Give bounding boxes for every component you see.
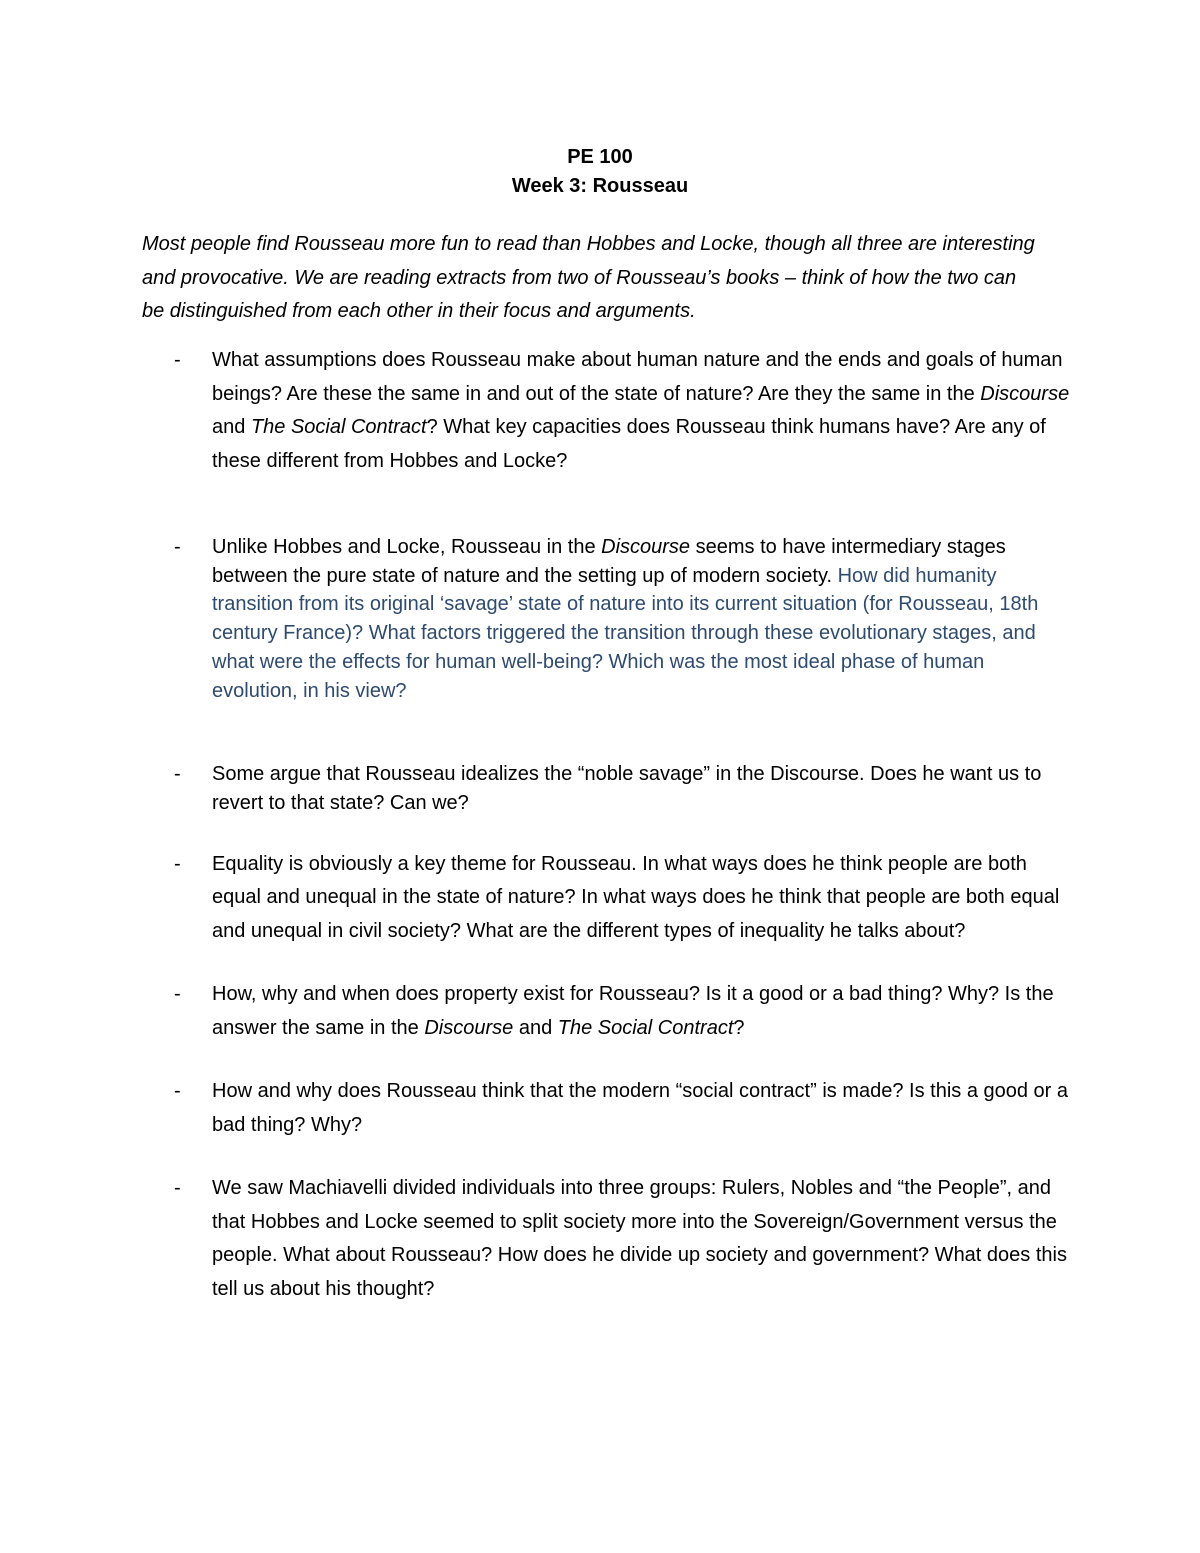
highlighted-question-text: How did humanity transition from its original ‘savage’ state of nature into its current situation (for Rousseau, 18th century France)? What factors triggered the transition through these evolutionary stages, and what were the effects for human well-being? Which was the most ideal phase of human evolution, in his view? bbox=[212, 564, 1039, 702]
bullet-dash: - bbox=[174, 349, 181, 371]
question-text: Equality is obviously a key theme for Rousseau. In what ways does he think people are both equal and unequal in the state of nature? In what ways does he think that people are both equal and unequal in civil society? What are the different types of inequality he talks about? bbox=[212, 852, 1060, 942]
question-text: We saw Machiavelli divided individuals into three groups: Rulers, Nobles and “the People”, and that Hobbes and Locke seemed to split society more into the Sovereign/Government versus the people. What about Rousseau? How does he divide up society and government? What does this tell us about his thought? bbox=[212, 1177, 1067, 1300]
book-title: The Social Contract bbox=[250, 416, 427, 438]
intro-paragraph: Most people find Rousseau more fun to read than Hobbes and Locke, though all three are interesting and provocative. We are reading extracts from two of Rousseau’s books – think of how the two can be distinguished from each other in their focus and arguments. bbox=[142, 233, 1035, 322]
question-text: seems to have intermediary stages between the pure state of nature and the setting up of modern society. bbox=[212, 536, 1006, 587]
question-item bbox=[0, 848, 1072, 949]
bullet-dash: - bbox=[174, 1177, 181, 1200]
book-title: The Social Contract bbox=[557, 1016, 734, 1039]
question-text: ? What key capacities does Rousseau think humans have? Are any of these different from Hobbes and Locke? bbox=[212, 416, 1046, 472]
book-title: Discourse bbox=[601, 536, 691, 558]
question-item bbox=[0, 978, 1072, 1045]
question-item bbox=[0, 1075, 1072, 1142]
question-text: ? bbox=[733, 1016, 745, 1039]
book-title: Discourse bbox=[980, 382, 1070, 405]
question-list bbox=[0, 344, 1200, 1306]
book-title: Discourse bbox=[424, 1016, 514, 1039]
question-item bbox=[0, 1172, 1072, 1306]
question-text: Unlike Hobbes and Locke, Rousseau in the bbox=[212, 536, 602, 558]
question-text: and bbox=[212, 416, 251, 438]
course-title: PE 100 bbox=[567, 146, 633, 168]
bullet-dash: - bbox=[174, 852, 181, 875]
question-item bbox=[0, 533, 1072, 705]
question-item bbox=[0, 760, 1072, 817]
question-text: How, why and when does property exist for Rousseau? Is it a good or a bad thing? Why? Is the answer the same in the bbox=[212, 983, 1054, 1039]
week-title: Week 3: Rousseau bbox=[511, 175, 689, 197]
question-text: How and why does Rousseau think that the modern “social contract” is made? Is this a good or a bad thing? Why? bbox=[212, 1080, 1069, 1136]
bullet-dash: - bbox=[174, 983, 181, 1006]
bullet-dash: - bbox=[174, 536, 181, 558]
question-text: and bbox=[513, 1016, 558, 1039]
question-item bbox=[0, 344, 1072, 478]
question-text: What assumptions does Rousseau make about human nature and the ends and goals of human beings? Are these the same in and out of the state of nature? Are they the same in the bbox=[212, 349, 1063, 405]
question-text: Some argue that Rousseau idealizes the “noble savage” in the Discourse. Does he want us to revert to that state? Can we? bbox=[212, 763, 1042, 814]
bullet-dash: - bbox=[174, 1080, 181, 1103]
bullet-dash: - bbox=[174, 763, 181, 786]
